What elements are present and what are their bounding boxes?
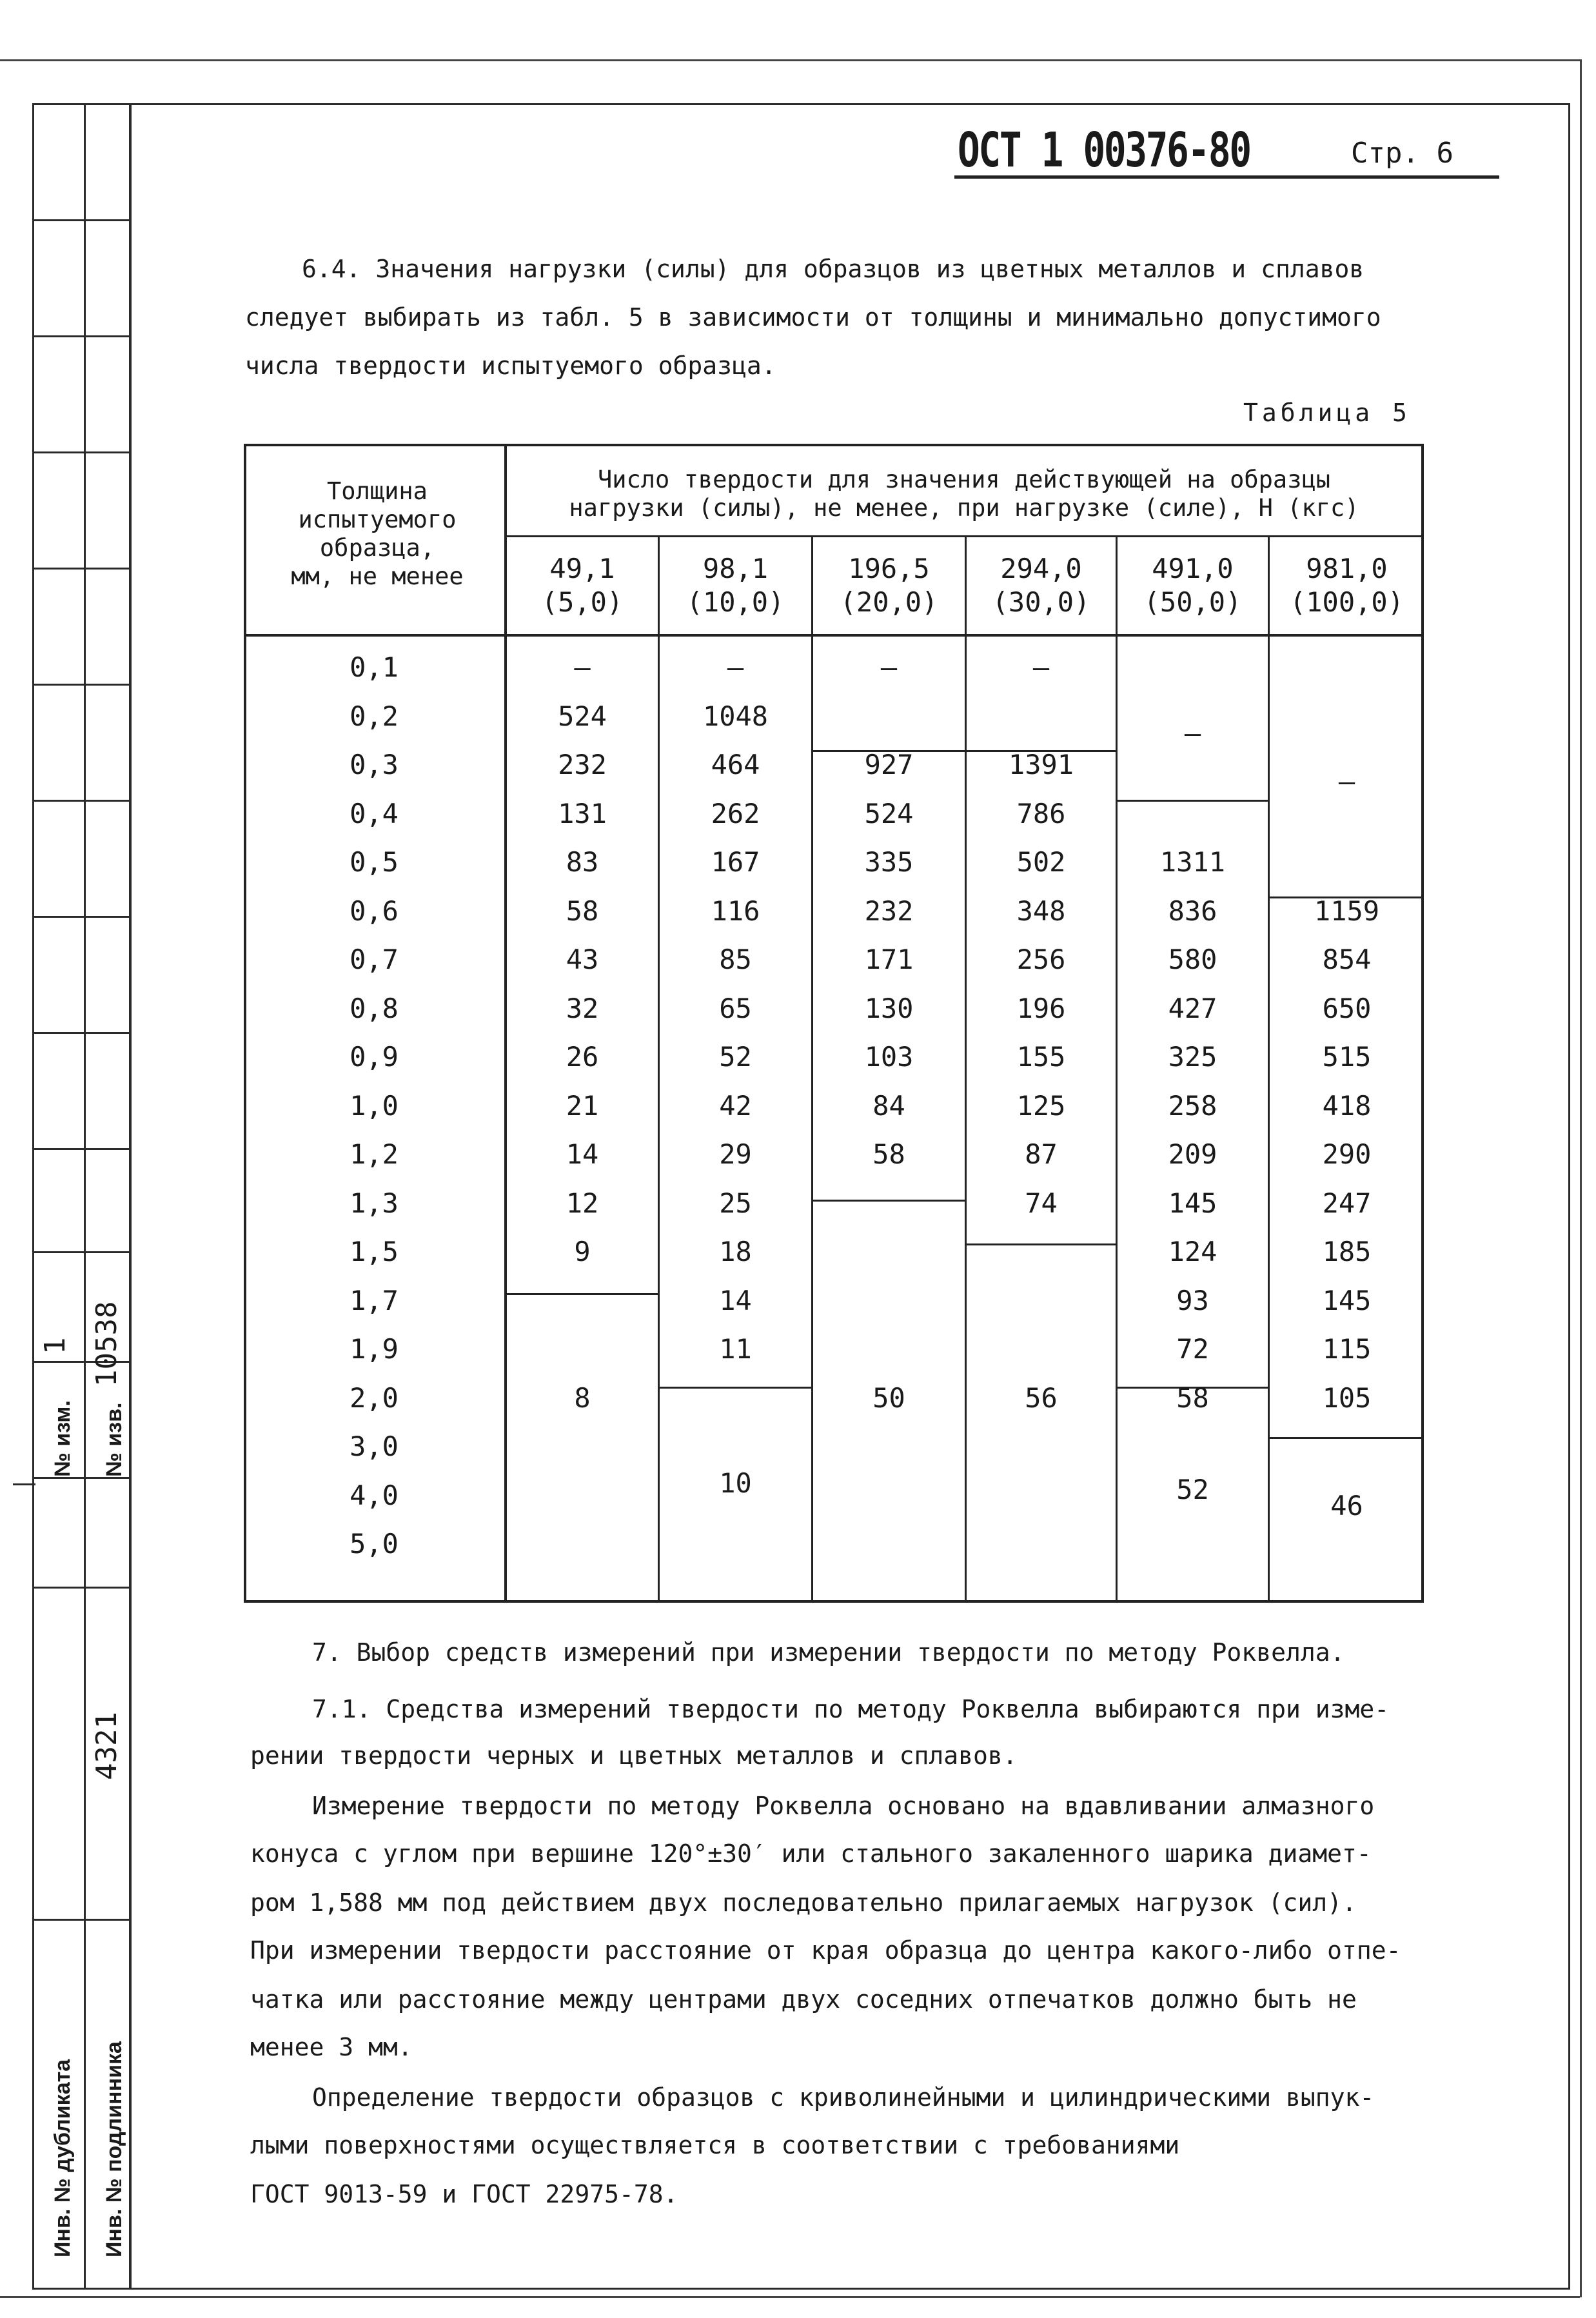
hardness-cell: 196	[1016, 992, 1066, 1024]
hardness-cell: 11	[719, 1333, 752, 1365]
hardness-cell: 418	[1322, 1089, 1372, 1122]
hardness-cell: 515	[1322, 1041, 1372, 1073]
hardness-group-header	[509, 466, 1419, 522]
hardness-cell: 8	[574, 1382, 591, 1414]
hardness-cell: 116	[711, 895, 760, 927]
page-number: Стр. 6	[1351, 137, 1453, 170]
margin-rule	[32, 916, 129, 918]
hardness-cell: 83	[566, 846, 599, 878]
margin-rule	[32, 451, 129, 453]
hardness-cell: 42	[719, 1089, 752, 1122]
hardness-cell: 650	[1322, 992, 1372, 1024]
hardness-cell: 131	[558, 797, 607, 829]
thickness-header-line: образца,	[319, 534, 435, 562]
hardness-cell: 14	[719, 1284, 752, 1316]
outer-border-bottom	[0, 2296, 1580, 2298]
hardness-cell: 105	[1322, 1382, 1372, 1414]
thickness-cell: 1,9	[350, 1333, 399, 1365]
step-rule	[504, 1293, 659, 1295]
header-bottom-rule	[244, 634, 1424, 637]
load-kgf: (20,0)	[840, 586, 938, 618]
thickness-cell: 0,7	[350, 944, 399, 975]
para-rockwell-line-1: Измерение твердости по методу Роквелла основано на вдавливании алмазного	[312, 1792, 1375, 1820]
group-header-line: Число твердости для значения действующей на образцы	[597, 466, 1331, 493]
para-7: 7. Выбор средств измерений при измерении твердости по методу Роквелла.	[312, 1638, 1345, 1667]
duplicate-inventory-label: Инв. № дубликата	[50, 2059, 75, 2257]
thickness-cell: 0,1	[350, 651, 399, 683]
load-value: 98,1	[702, 553, 769, 584]
thickness-cell: 3,0	[350, 1431, 399, 1462]
margin-rule	[32, 335, 129, 337]
hardness-cell: 185	[1322, 1236, 1372, 1267]
thickness-cell: 0,5	[350, 846, 399, 878]
para-rockwell-line-5: чатка или расстояние между центрами двух соседних отпечатков должно быть не	[250, 1985, 1357, 2014]
hardness-cell: 1048	[702, 700, 769, 732]
hardness-cell: –	[574, 651, 591, 683]
hardness-cell: 58	[566, 895, 599, 927]
hardness-cell: 209	[1168, 1138, 1217, 1170]
hardness-cell: 21	[566, 1089, 599, 1122]
hardness-cell: 580	[1168, 944, 1217, 975]
para-rockwell-line-2: конуса с углом при вершине 120°±30′ или стального закаленного шарика диамет-	[250, 1839, 1372, 1868]
hardness-cell: 14	[566, 1138, 599, 1170]
hardness-cell: 786	[1016, 797, 1066, 829]
hardness-cell: 84	[872, 1089, 905, 1122]
hardness-cell: 50	[872, 1382, 905, 1414]
hardness-cell: 124	[1168, 1236, 1217, 1267]
margin-rule	[32, 568, 129, 570]
thickness-cell: 1,3	[350, 1187, 399, 1219]
thickness-cell: 0,2	[350, 700, 399, 732]
thickness-cell: 1,5	[350, 1236, 399, 1267]
para-6-4-line-3: числа твердости испытуемого образца.	[245, 352, 776, 380]
header-underline	[954, 175, 1499, 179]
hardness-cell: 325	[1168, 1041, 1217, 1073]
hardness-cell: 524	[864, 797, 914, 829]
hardness-cell: 125	[1016, 1089, 1066, 1122]
para-7-1-line-1: 7.1. Средства измерений твердости по методу Роквелла выбираются при изме-	[312, 1695, 1390, 1723]
load-value: 294,0	[1000, 553, 1082, 584]
para-rockwell-line-4: При измерении твердости расстояние от края образца до центра какого-либо отпе-	[250, 1936, 1401, 1965]
notice-no: 10538	[90, 1301, 123, 1387]
document-code: ОСТ 1 00376-80	[958, 123, 1250, 178]
thickness-cell: 0,4	[350, 797, 399, 829]
hardness-cell: 167	[711, 846, 760, 878]
load-header	[1118, 552, 1268, 619]
thickness-cell: 0,8	[350, 992, 399, 1024]
hardness-cell: 1391	[1008, 749, 1074, 780]
hardness-cell: 93	[1176, 1284, 1209, 1316]
change-no-label: № изм.	[50, 1400, 75, 1477]
load-kgf: (30,0)	[992, 586, 1090, 618]
original-inventory-no: 4321	[90, 1712, 123, 1780]
hardness-cell: 1159	[1314, 895, 1380, 927]
hardness-cell: 72	[1176, 1333, 1209, 1365]
margin-rule	[32, 1251, 129, 1253]
margin-tick	[13, 1483, 35, 1485]
step-rule	[658, 1387, 813, 1389]
notice-no-label: № изв.	[102, 1402, 126, 1477]
hardness-cell: 58	[872, 1138, 905, 1170]
hardness-cell: 58	[1176, 1382, 1209, 1414]
hardness-cell: 927	[864, 749, 914, 780]
hardness-cell: 262	[711, 797, 760, 829]
hardness-cell: 290	[1322, 1138, 1372, 1170]
hardness-cell: 854	[1322, 944, 1372, 975]
hardness-cell: 103	[864, 1041, 914, 1073]
outer-border-top	[0, 59, 1580, 61]
hardness-cell: 464	[711, 749, 760, 780]
load-value: 196,5	[848, 553, 930, 584]
thickness-header-line: мм, не менее	[291, 562, 464, 590]
para-rockwell-line-6: менее 3 мм.	[250, 2033, 413, 2061]
hardness-cell: 65	[719, 992, 752, 1024]
load-header	[507, 552, 658, 619]
thickness-cell: 1,2	[350, 1138, 399, 1170]
step-rule	[965, 1243, 1117, 1245]
margin-rule	[32, 1919, 129, 1921]
margin-rule	[32, 684, 129, 686]
thickness-cell: 0,9	[350, 1041, 399, 1073]
hardness-cell: 502	[1016, 846, 1066, 878]
hardness-cell: 26	[566, 1041, 599, 1073]
hardness-cell: 56	[1025, 1382, 1058, 1414]
hardness-cell: 32	[566, 992, 599, 1024]
hardness-cell: 171	[864, 944, 914, 975]
para-7-1-line-2: рении твердости черных и цветных металлов и сплавов.	[250, 1741, 1018, 1770]
thickness-cell: 0,3	[350, 749, 399, 780]
para-curved-line-3: ГОСТ 9013-59 и ГОСТ 22975-78.	[250, 2180, 678, 2208]
hardness-cell: 46	[1330, 1490, 1363, 1521]
thickness-cell: 2,0	[350, 1382, 399, 1414]
hardness-cell: 256	[1016, 944, 1066, 975]
margin-rule	[32, 1587, 129, 1589]
hardness-cell: –	[1184, 717, 1201, 749]
load-kgf: (50,0)	[1143, 586, 1242, 618]
thickness-cell: 4,0	[350, 1479, 399, 1511]
para-curved-line-2: лыми поверхностями осуществляется в соответствии с требованиями	[250, 2131, 1180, 2159]
load-kgf: (100,0)	[1289, 586, 1404, 618]
para-curved-line-1: Определение твердости образцов с криволинейными и цилиндрическими выпук-	[312, 2083, 1375, 2112]
hardness-cell: 335	[864, 846, 914, 878]
hardness-cell: 247	[1322, 1187, 1372, 1219]
hardness-cell: 836	[1168, 895, 1217, 927]
margin-rule	[32, 1477, 129, 1479]
step-rule	[1268, 1437, 1424, 1439]
change-no: 1	[39, 1337, 72, 1354]
hardness-cell: 145	[1168, 1187, 1217, 1219]
margin-strip	[32, 103, 129, 2290]
para-6-4-line-1: 6.4. Значения нагрузки (силы) для образцов из цветных металлов и сплавов	[302, 255, 1364, 283]
margin-rule	[32, 219, 129, 221]
table-caption: Таблица 5	[1243, 399, 1411, 427]
load-header	[967, 552, 1116, 619]
hardness-cell: 10	[719, 1467, 752, 1499]
thickness-header-line: испытуемого	[298, 506, 457, 533]
hardness-cell: 29	[719, 1138, 752, 1170]
hardness-cell: 348	[1016, 895, 1066, 927]
para-6-4-line-2: следует выбирать из табл. 5 в зависимости от толщины и минимально допустимого	[245, 303, 1381, 332]
hardness-cell: 155	[1016, 1041, 1066, 1073]
load-header	[660, 552, 811, 619]
load-header	[813, 552, 965, 619]
load-value: 981,0	[1306, 553, 1388, 584]
hardness-cell: 130	[864, 992, 914, 1024]
hardness-cell: 87	[1025, 1138, 1058, 1170]
hardness-cell: 1311	[1159, 846, 1226, 878]
hardness-cell: 232	[864, 895, 914, 927]
hardness-cell: 12	[566, 1187, 599, 1219]
hardness-cell: 258	[1168, 1089, 1217, 1122]
hardness-cell: 115	[1322, 1333, 1372, 1365]
hardness-cell: 52	[1176, 1474, 1209, 1505]
thickness-cell: 0,6	[350, 895, 399, 927]
outer-border-right	[1580, 59, 1582, 2297]
hardness-cell: –	[1032, 651, 1050, 683]
load-kgf: (5,0)	[541, 586, 624, 618]
step-rule	[1116, 800, 1269, 802]
hardness-cell: 232	[558, 749, 607, 780]
hardness-cell: 524	[558, 700, 607, 732]
thickness-cell: 1,7	[350, 1284, 399, 1316]
margin-rule	[32, 1148, 129, 1150]
margin-rule	[32, 1032, 129, 1034]
load-header	[1270, 552, 1424, 619]
hardness-cell: 74	[1025, 1187, 1058, 1219]
load-kgf: (10,0)	[686, 586, 785, 618]
load-value: 491,0	[1152, 553, 1234, 584]
margin-strip-divider	[84, 103, 86, 2290]
thickness-cell: 5,0	[350, 1528, 399, 1560]
para-rockwell-line-3: ром 1,588 мм под действием двух последовательно прилагаемых нагрузок (сил).	[250, 1888, 1357, 1917]
hardness-cell: –	[880, 651, 898, 683]
original-inventory-label: Инв. № подлинника	[102, 2041, 126, 2257]
hardness-cell: –	[1338, 766, 1355, 797]
thickness-header	[251, 477, 503, 591]
hardness-cell: 43	[566, 944, 599, 975]
thickness-cell: 1,0	[350, 1089, 399, 1122]
load-value: 49,1	[549, 553, 615, 584]
margin-rule	[32, 800, 129, 802]
hardness-cell: 9	[574, 1236, 591, 1267]
hardness-cell: 427	[1168, 992, 1217, 1024]
hardness-cell: 145	[1322, 1284, 1372, 1316]
thickness-header-line: Толщина	[327, 477, 428, 505]
hardness-cell: –	[727, 651, 744, 683]
hardness-cell: 52	[719, 1041, 752, 1073]
group-header-rule	[504, 535, 1424, 537]
group-header-line: нагрузки (силы), не менее, при нагрузке (силе), Н (кгс)	[569, 494, 1359, 522]
hardness-cell: 18	[719, 1236, 752, 1267]
step-rule	[811, 1200, 966, 1202]
hardness-cell: 25	[719, 1187, 752, 1219]
hardness-cell: 85	[719, 944, 752, 975]
